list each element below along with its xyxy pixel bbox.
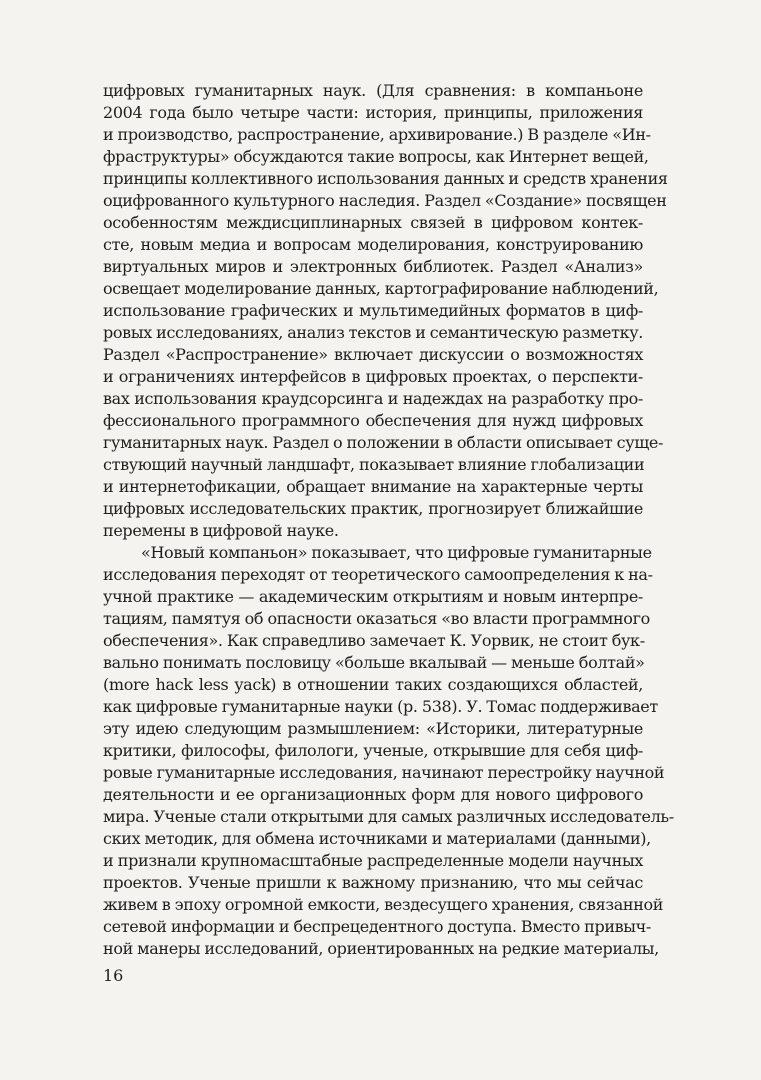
- text-line: деятельности и ее организационных форм для нового цифрового: [103, 785, 643, 804]
- text-line: ствующий научный ландшафт, показывает влияние глобализации: [103, 455, 645, 474]
- text-line: сте, новым медиа и вопросам моделирования, конструированию: [103, 235, 643, 254]
- text-line: и интернетофикации, обращает внимание на характерные черты: [103, 477, 643, 496]
- text-line: перемены в цифровой науке.: [103, 521, 339, 540]
- text-line: «Новый компаньон» показывает, что цифровые гуманитарные: [141, 543, 652, 562]
- text-line: освещает моделирование данных, картографирование наблюдений,: [103, 279, 659, 298]
- text-line: обеспечения». Как справедливо замечает К. Уорвик, не стоит бук-: [103, 631, 645, 650]
- text-line: (more hack less yack) в отношении таких создающихся областей,: [103, 675, 643, 694]
- text-line: и ограничениях интерфейсов в цифровых проектах, о перспекти-: [103, 367, 643, 386]
- text-line: и производство, распространение, архивирование.) В разделе «Ин-: [103, 125, 651, 144]
- paragraph-2: [103, 542, 674, 960]
- text-line: ских методик, для обмена источниками и материалами (данными),: [103, 829, 651, 848]
- paragraph-1: [103, 80, 668, 542]
- text-line: оцифрованного культурного наследия. Раздел «Создание» посвящен: [103, 191, 667, 210]
- text-line: Раздел «Распространение» включает дискуссии о возможностях: [103, 345, 643, 364]
- text-line: проектов. Ученые пришли к важному признанию, что мы сейчас: [103, 873, 643, 892]
- text-line: фраструктуры» обсуждаются такие вопросы, как Интернет вещей,: [103, 147, 649, 166]
- text-line: цифровых исследовательских практик, прогнозирует ближайшие: [103, 499, 643, 518]
- text-line: гуманитарных наук. Раздел о положении в области описывает суще-: [103, 433, 664, 452]
- text-line: критики, философы, филологи, ученые, открывшие для себя циф-: [103, 741, 643, 760]
- text-line: и признали крупномасштабные распределенные модели научных: [103, 851, 643, 870]
- text-line: использование графических и мультимедийных форматов в циф-: [103, 301, 643, 320]
- body-text: [103, 80, 674, 960]
- text-line: цифровых гуманитарных наук. (Для сравнения: в компаньоне: [103, 81, 643, 100]
- text-line: особенностям междисциплинарных связей в цифровом контек-: [103, 213, 643, 232]
- text-line: ровых исследованиях, анализ текстов и семантическую разметку.: [103, 323, 644, 342]
- text-line: ровые гуманитарные исследования, начинают перестройку научной: [103, 763, 665, 782]
- text-line: принципы коллективного использования данных и средств хранения: [103, 169, 668, 188]
- page-number: 16: [103, 966, 124, 985]
- text-line: вах использования краудсорсинга и надеждах на разработку про-: [103, 389, 643, 408]
- text-line: ной манеры исследований, ориентированных на редкие материалы,: [103, 939, 659, 958]
- text-line: учной практике — академическим открытиям и новым интерпре-: [103, 587, 643, 606]
- text-line: фессионального программного обеспечения для нужд цифровых: [103, 411, 643, 430]
- text-line: исследования переходят от теоретического самоопределения к на-: [103, 565, 653, 584]
- text-line: вально понимать пословицу «больше вкалывай — меньше болтай»: [103, 653, 645, 672]
- text-line: мира. Ученые стали открытыми для самых различных исследователь-: [103, 807, 674, 826]
- text-line: 2004 года было четыре части: история, принципы, приложения: [103, 103, 643, 122]
- text-line: тациям, памятуя об опасности оказаться «во власти программного: [103, 609, 650, 628]
- text-line: как цифровые гуманитарные науки (p. 538). У. Томас поддерживает: [103, 697, 658, 716]
- text-line: живем в эпоху огромной емкости, вездесущего хранения, связанной: [103, 895, 664, 914]
- text-line: виртуальных миров и электронных библиотек. Раздел «Анализ»: [103, 257, 643, 276]
- text-line: эту идею следующим размышлением: «Историки, литературные: [103, 719, 643, 738]
- text-line: сетевой информации и беспрецедентного доступа. Вместо привыч-: [103, 917, 651, 936]
